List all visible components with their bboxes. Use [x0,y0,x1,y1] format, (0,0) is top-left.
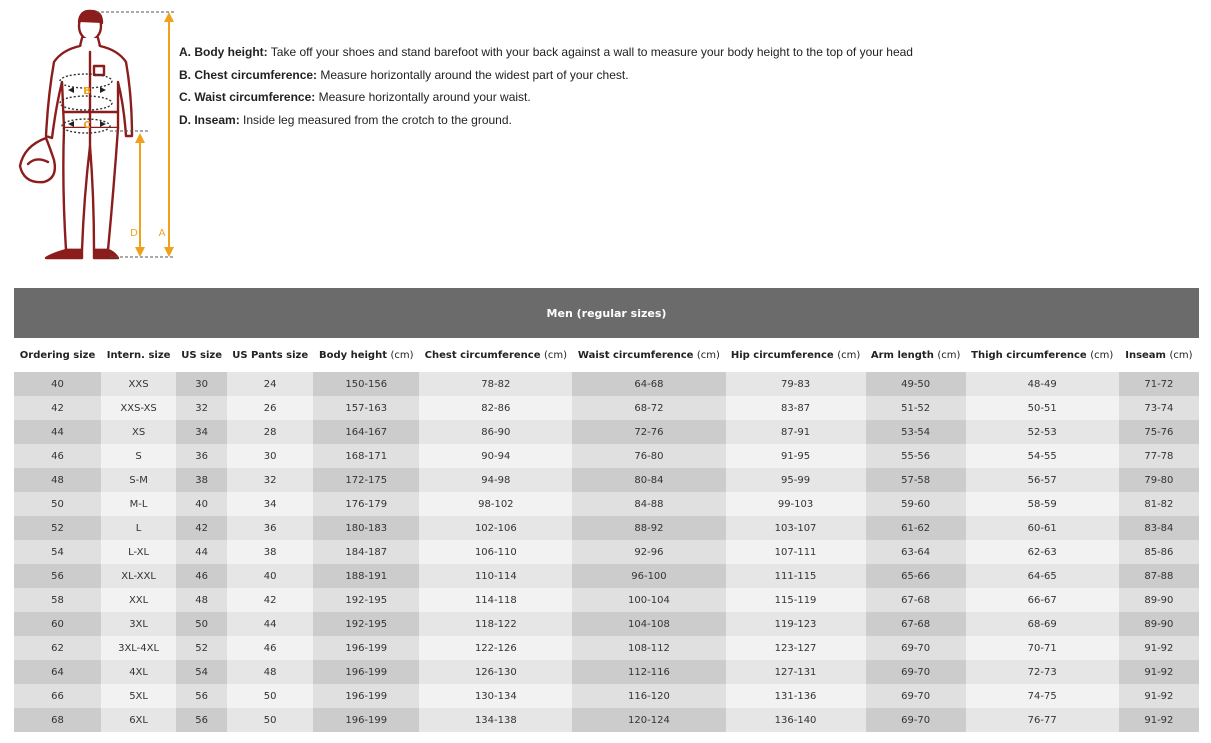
column-header-label: Waist circumference [577,349,694,361]
table-cell: 91-92 [1119,660,1199,684]
table-row [14,420,1199,444]
instruction-label: C. Waist circumference: [179,90,316,105]
table-cell: 62-63 [966,540,1119,564]
table-cell: 188-191 [313,564,419,588]
table-cell: 192-195 [313,588,419,612]
table-cell: 84-88 [572,492,725,516]
table-cell: 32 [176,396,227,420]
table-cell: 51-52 [866,396,966,420]
table-cell: 78-82 [419,372,572,396]
column-header [419,338,572,372]
column-header [14,338,101,372]
instruction-label: B. Chest circumference: [179,67,318,82]
table-cell: 48-49 [966,372,1119,396]
table-cell: 184-187 [313,540,419,564]
table-cell: 56 [14,564,101,588]
table-cell: 53-54 [866,420,966,444]
table-cell: 164-167 [313,420,419,444]
table-cell: 104-108 [572,612,725,636]
table-cell: 196-199 [313,684,419,708]
table-cell: 90-94 [419,444,572,468]
table-cell: 34 [227,492,313,516]
table-cell: 82-86 [419,396,572,420]
table-cell: 42 [176,516,227,540]
table-cell: 50 [14,492,101,516]
column-header [313,338,419,372]
table-cell: 67-68 [866,588,966,612]
instruction-label: A. Body height: [179,45,268,59]
table-cell: S [101,444,176,468]
table-cell: XL-XXL [101,564,176,588]
table-cell: 89-90 [1119,588,1199,612]
table-cell: 63-64 [866,540,966,564]
table-cell: 112-116 [572,660,725,684]
table-cell: 66 [14,684,101,708]
table-row [14,588,1199,612]
table-cell: 69-70 [866,636,966,660]
table-cell: 192-195 [313,612,419,636]
table-cell: 88-92 [572,516,725,540]
table-cell: 102-106 [419,516,572,540]
column-header-label: Chest circumference [424,349,541,361]
column-header [1119,338,1199,372]
table-cell: 196-199 [313,636,419,660]
table-cell: 176-179 [313,492,419,516]
marker-b: B [83,86,91,97]
table-cell: 38 [176,468,227,492]
table-cell: 131-136 [726,684,866,708]
table-cell: L [101,516,176,540]
table-cell: 80-84 [572,468,725,492]
table-cell: 69-70 [866,660,966,684]
table-cell: S-M [101,468,176,492]
column-header [572,338,725,372]
table-cell: 48 [227,660,313,684]
table-cell: 64-68 [572,372,725,396]
table-cell: 66-67 [966,588,1119,612]
table-cell: 122-126 [419,636,572,660]
column-header-label: Thigh circumference [971,349,1087,361]
table-cell: 48 [176,588,227,612]
column-header [176,338,227,372]
table-cell: 85-86 [1119,540,1199,564]
table-cell: 55-56 [866,444,966,468]
table-cell: 64-65 [966,564,1119,588]
table-cell: 67-68 [866,612,966,636]
table-cell: 99-103 [726,492,866,516]
column-header-label: Intern. size [106,349,171,361]
table-cell: 196-199 [313,660,419,684]
measurement-instructions [179,44,913,135]
table-cell: 196-199 [313,708,419,732]
table-cell: XXS-XS [101,396,176,420]
table-cell: 68 [14,708,101,732]
table-cell: 118-122 [419,612,572,636]
table-cell: 96-100 [572,564,725,588]
table-cell: XXL [101,588,176,612]
table-cell: 114-118 [419,588,572,612]
column-header-label: Hip circumference [730,349,834,361]
instruction-text: Take off your shoes and stand barefoot with your back against a wall to measure your body height to the top of your head [270,45,913,59]
column-header-unit: (cm) [544,349,568,361]
table-cell: 68-72 [572,396,725,420]
table-cell: 69-70 [866,684,966,708]
table-row [14,636,1199,660]
table-cell: 92-96 [572,540,725,564]
table-cell: 83-84 [1119,516,1199,540]
table-cell: 50 [227,708,313,732]
table-cell: 79-83 [726,372,866,396]
table-cell: 100-104 [572,588,725,612]
table-cell: 116-120 [572,684,725,708]
table-cell: 54 [176,660,227,684]
table-cell: 120-124 [572,708,725,732]
instruction-body-height [179,44,913,67]
table-cell: XXS [101,372,176,396]
instruction-text: Measure horizontally around your waist. [318,90,531,105]
column-header-label: US Pants size [232,349,309,361]
column-header-unit: (cm) [390,349,414,361]
table-cell: 87-88 [1119,564,1199,588]
table-cell: 54-55 [966,444,1119,468]
column-header-label: Body height [318,349,387,361]
table-cell: 110-114 [419,564,572,588]
column-header-label: Ordering size [19,349,96,361]
table-cell: 58-59 [966,492,1119,516]
table-row [14,564,1199,588]
measurement-figure [10,6,190,266]
table-cell: 94-98 [419,468,572,492]
table-cell: 91-92 [1119,684,1199,708]
table-cell: 91-92 [1119,636,1199,660]
table-cell: 44 [176,540,227,564]
table-cell: 87-91 [726,420,866,444]
table-cell: 44 [227,612,313,636]
table-cell: 73-74 [1119,396,1199,420]
table-cell: 75-76 [1119,420,1199,444]
table-cell: 119-123 [726,612,866,636]
table-cell: 115-119 [726,588,866,612]
table-cell: 46 [227,636,313,660]
table-cell: 54 [14,540,101,564]
table-title: Men (regular sizes) [14,288,1199,338]
table-row [14,396,1199,420]
table-row [14,372,1199,396]
table-cell: 103-107 [726,516,866,540]
table-cell: 69-70 [866,708,966,732]
table-cell: 65-66 [866,564,966,588]
table-row [14,540,1199,564]
table-cell: 38 [227,540,313,564]
instruction-label: D. Inseam: [179,113,240,128]
table-cell: 36 [227,516,313,540]
column-header [966,338,1119,372]
table-cell: 50 [176,612,227,636]
table-cell: 48 [14,468,101,492]
table-cell: XS [101,420,176,444]
table-cell: 89-90 [1119,612,1199,636]
table-cell: 98-102 [419,492,572,516]
table-cell: 40 [176,492,227,516]
table-body [14,372,1199,732]
column-header [726,338,866,372]
table-cell: 61-62 [866,516,966,540]
marker-a: A [158,228,166,239]
table-cell: 95-99 [726,468,866,492]
table-cell: 46 [176,564,227,588]
height-arrow-a [164,12,174,257]
table-cell: 70-71 [966,636,1119,660]
table-cell: 42 [227,588,313,612]
table-cell: 57-58 [866,468,966,492]
instruction-chest [179,67,913,90]
table-cell: 62 [14,636,101,660]
table-cell: 91-92 [1119,708,1199,732]
table-cell: 56-57 [966,468,1119,492]
table-cell: 111-115 [726,564,866,588]
table-cell: 91-95 [726,444,866,468]
table-cell: 40 [14,372,101,396]
table-cell: 36 [176,444,227,468]
table-cell: 56 [176,684,227,708]
size-chart-table [14,288,1199,732]
table-cell: 52 [176,636,227,660]
column-header-unit: (cm) [837,349,861,361]
marker-c: C [83,120,91,131]
table-cell: 71-72 [1119,372,1199,396]
table-cell: 24 [227,372,313,396]
table-row [14,492,1199,516]
table-row [14,444,1199,468]
table-cell: 127-131 [726,660,866,684]
table-cell: 34 [176,420,227,444]
table-cell: 136-140 [726,708,866,732]
table-cell: 3XL-4XL [101,636,176,660]
table-cell: 130-134 [419,684,572,708]
table-cell: 49-50 [866,372,966,396]
table-cell: 58 [14,588,101,612]
table-cell: 83-87 [726,396,866,420]
column-header [101,338,176,372]
column-header-label: Arm length [870,349,934,361]
table-cell: 30 [176,372,227,396]
column-header-unit: (cm) [1090,349,1114,361]
table-cell: 134-138 [419,708,572,732]
table-cell: 168-171 [313,444,419,468]
marker-d: D [130,228,138,239]
table-cell: 42 [14,396,101,420]
table-row [14,612,1199,636]
table-cell: 40 [227,564,313,588]
table-cell: 157-163 [313,396,419,420]
table-cell: 86-90 [419,420,572,444]
table-cell: 107-111 [726,540,866,564]
table-cell: 3XL [101,612,176,636]
table-row [14,684,1199,708]
column-header-label: US size [181,349,223,361]
table-cell: 60 [14,612,101,636]
table-cell: 59-60 [866,492,966,516]
table-cell: 108-112 [572,636,725,660]
instruction-text: Measure horizontally around the widest part of your chest. [320,67,629,82]
table-cell: 68-69 [966,612,1119,636]
table-cell: 56 [176,708,227,732]
table-cell: 76-77 [966,708,1119,732]
table-cell: 52-53 [966,420,1119,444]
table-cell: 106-110 [419,540,572,564]
table-cell: 60-61 [966,516,1119,540]
table-cell: 77-78 [1119,444,1199,468]
column-header-unit: (cm) [1169,349,1193,361]
table-header-row [14,338,1199,372]
table-cell: 30 [227,444,313,468]
instruction-inseam [179,112,913,135]
column-header-unit: (cm) [937,349,961,361]
table-row [14,516,1199,540]
table-cell: 4XL [101,660,176,684]
instruction-text: Inside leg measured from the crotch to the ground. [243,113,512,128]
column-header [227,338,313,372]
table-cell: 52 [14,516,101,540]
table-row [14,708,1199,732]
table-cell: 74-75 [966,684,1119,708]
table-cell: 81-82 [1119,492,1199,516]
table-title-row [14,288,1199,338]
table-cell: M-L [101,492,176,516]
man-figure [20,11,132,258]
table-cell: 28 [227,420,313,444]
table-cell: 50 [227,684,313,708]
table-cell: 172-175 [313,468,419,492]
table-cell: 79-80 [1119,468,1199,492]
table-cell: 150-156 [313,372,419,396]
table-cell: L-XL [101,540,176,564]
table-cell: 6XL [101,708,176,732]
table-cell: 50-51 [966,396,1119,420]
column-header-unit: (cm) [696,349,720,361]
table-cell: 64 [14,660,101,684]
table-cell: 123-127 [726,636,866,660]
table-row [14,660,1199,684]
table-cell: 46 [14,444,101,468]
table-cell: 72-76 [572,420,725,444]
table-cell: 32 [227,468,313,492]
table-cell: 72-73 [966,660,1119,684]
column-header [866,338,966,372]
table-cell: 26 [227,396,313,420]
man-silhouette-diagram [10,6,190,266]
instruction-waist [179,89,913,112]
table-cell: 126-130 [419,660,572,684]
table-row [14,468,1199,492]
table-cell: 5XL [101,684,176,708]
column-header-label: Inseam [1125,349,1166,361]
table-cell: 76-80 [572,444,725,468]
table-cell: 44 [14,420,101,444]
table-cell: 180-183 [313,516,419,540]
